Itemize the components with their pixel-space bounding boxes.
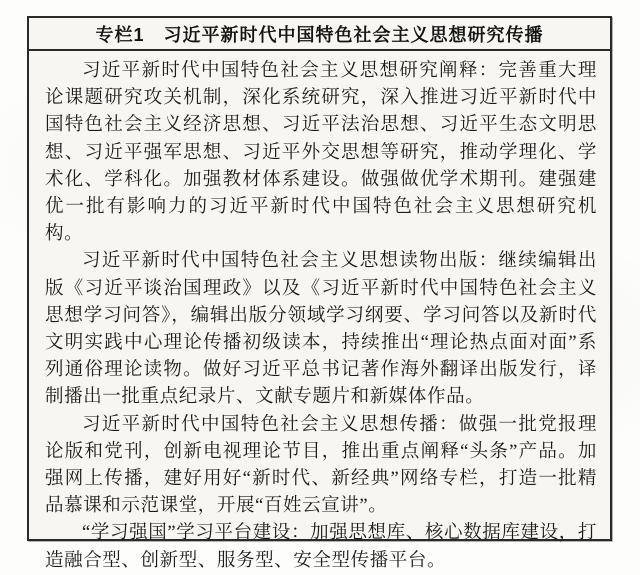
column-panel (27, 16, 612, 571)
paragraph-thought-dissemination: 习近平新时代中国特色社会主义思想传播：做强一批党报理论版和党刊，创新电视理论节目，推出重点阐释“头条”产品。加强网上传播，建好用好“新时代、新经典”网络专栏，打造一批精品慕课和示范课堂，开展“百姓云宣讲”。 (45, 414, 597, 517)
panel-body (29, 51, 610, 571)
paragraph-research-interpretation: 习近平新时代中国特色社会主义思想研究阐释：完善重大理论课题研究攻关机制，深化系统研究，深入推进习近平新时代中国特色社会主义经济思想、习近平法治思想、习近平生态文明思想、习近平强军思想、习近平外交思想等研究，推动学理化、学术化、学科化。加强教材体系建设。做强做优学术期刊。建强建优一批有影响力的习近平新时代中国特色社会主义思想研究机构。 (45, 61, 597, 245)
paragraph-xuexi-qiangguo-platform: “学习强国”学习平台建设：加强思想库、核心数据库建设，打造融合型、创新型、服务型、安全型传播平台。 (45, 523, 597, 571)
panel-title: 专栏1 习近平新时代中国特色社会主义思想研究传播 (29, 18, 610, 51)
paragraph-readings-publication: 习近平新时代中国特色社会主义思想读物出版：继续编辑出版《习近平谈治国理政》以及《习近平新时代中国特色社会主义思想学习问答》，编辑出版分领域学习纲要、学习问答以及新时代文明实践中心理论传播初级读本，持续推出“理论热点面对面”系列通俗理论读物。做好习近平总书记著作海外翻译出版发行，译制播出一批重点纪录片、文献专题片和新媒体作品。 (45, 251, 597, 408)
